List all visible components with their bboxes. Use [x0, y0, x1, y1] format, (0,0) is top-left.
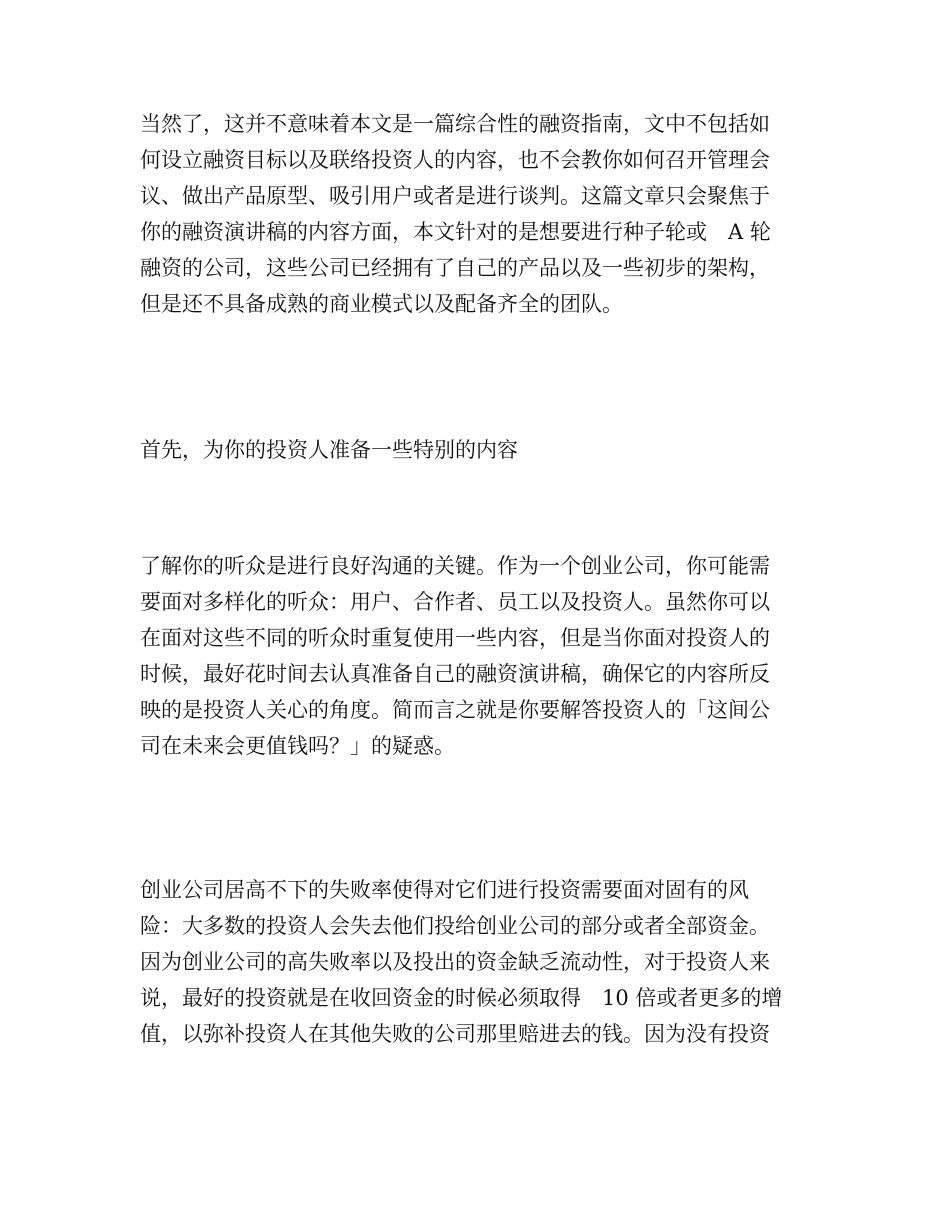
text-line: 何设立融资目标以及联络投资人的内容，也不会教你如何召开管理会: [140, 148, 770, 172]
section-heading: [140, 432, 820, 468]
text-line: 映的是投资人关心的角度。简而言之就是你要解答投资人的「这间公: [140, 698, 770, 722]
text-line: 司在未来会更值钱吗？」的疑惑。: [140, 734, 455, 758]
text-line: 创业公司居高不下的失败率使得对它们进行投资需要面对固有的风: [140, 878, 749, 902]
text-line: 在面对这些不同的听众时重复使用一些内容，但是当你面对投资人的: [140, 626, 770, 650]
paragraph-risk: [140, 872, 820, 1052]
paragraph-audience: [140, 548, 820, 764]
text-line: 时候，最好花时间去认真准备自己的融资演讲稿，确保它的内容所反: [140, 662, 770, 686]
text-line: 险：大多数的投资人会失去他们投给创业公司的部分或者全部资金。: [140, 914, 770, 938]
heading-text: 首先，为你的投资人准备一些特别的内容: [140, 438, 518, 462]
text-line: 值，以弥补投资人在其他失败的公司那里赔进去的钱。因为没有投资: [140, 1022, 770, 1046]
text-line: 说，最好的投资就是在收回资金的时候必须取得 10 倍或者更多的增: [140, 986, 783, 1010]
text-line: 议、做出产品原型、吸引用户或者是进行谈判。这篇文章只会聚焦于: [140, 184, 770, 208]
text-line: 了解你的听众是进行良好沟通的关键。作为一个创业公司，你可能需: [140, 554, 770, 578]
paragraph-intro: [140, 106, 820, 322]
text-line: 融资的公司，这些公司已经拥有了自己的产品以及一些初步的架构，: [140, 256, 770, 280]
text-line: 当然了，这并不意味着本文是一篇综合性的融资指南，文中不包括如: [140, 112, 770, 136]
text-line: 但是还不具备成熟的商业模式以及配备齐全的团队。: [140, 292, 623, 316]
text-line: 因为创业公司的高失败率以及投出的资金缺乏流动性，对于投资人来: [140, 950, 770, 974]
text-line: 你的融资演讲稿的内容方面，本文针对的是想要进行种子轮或 A 轮: [140, 220, 771, 244]
text-line: 要面对多样化的听众：用户、合作者、员工以及投资人。虽然你可以: [140, 590, 770, 614]
